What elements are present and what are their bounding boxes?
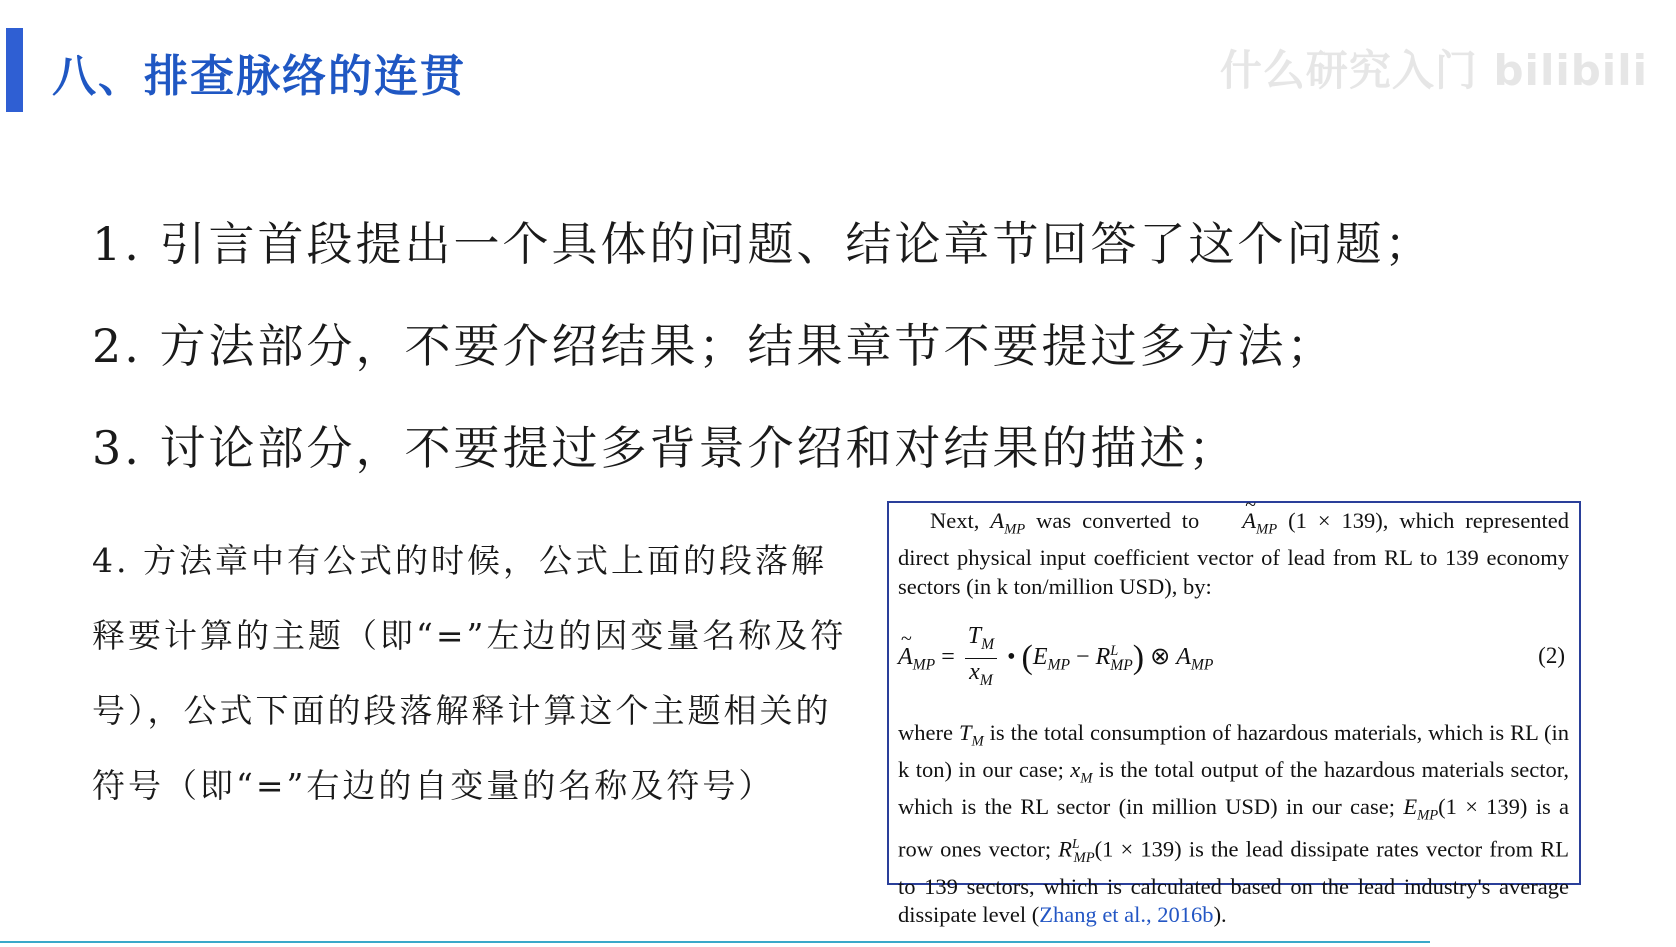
paper-excerpt-box	[887, 501, 1581, 927]
excerpt-text: (1 × 139), which represented direct physical input coefficient vector of lead from RL to 139 economy sectors (in k ton/million USD), by:	[898, 508, 1569, 599]
excerpt-text: Next,	[930, 508, 991, 533]
point-2: 2. 方法部分，不要介绍结果；结果章节不要提过多方法；	[92, 319, 1336, 373]
point-3: 3. 讨论部分，不要提过多背景介绍和对结果的描述；	[92, 421, 1238, 475]
equation-number: (2)	[1538, 643, 1565, 668]
excerpt-paragraph-1: Next, $A_{MP}$ was converted to ~ $A_{MP}$ (1 × 139), which represented direct physical input coefficient vector of lead from RL to 139 economy sectors (in k ton/million USD), by:	[898, 507, 1569, 601]
point-1: 1. 引言首段提出一个具体的问题、结论章节回答了这个问题；	[92, 217, 1434, 271]
watermark-logo: 什么研究入门 bilibili	[1219, 46, 1648, 95]
equation-body: ~ $A_{MP}$ = $\frac{T_M}{x_M}$ • $(E_{MP} - R^L_{MP})$ ⊗ $A_{MP}$	[898, 623, 1213, 694]
excerpt-paragraph-2: where $T_M$ is the total consumption of hazardous materials, which is RL (in k ton) in our case; $x_M$ is the total output of the hazardous materials sector, which is the RL sector (in million USD) in our case; $E_{MP}(1 \times 139)$ is a row ones vector; $R^L_{MP}(1 \times 139)$ is the lead dissipate rates vector from RL to 139 sectors, which is calculated based on the lead industry's average dissipate level (Zhang et al., 2016b).	[898, 720, 1570, 927]
excerpt-text: (1 × 139) is the lead dissipate rates vector from RL to 139 sectors, which is calculated based on the lead industry's average dissipate level (	[898, 836, 1570, 927]
slide-title: 八、排查脉络的连贯	[52, 51, 466, 102]
title-accent-bar	[6, 28, 23, 112]
citation-link[interactable]: Zhang et al., 2016b	[1039, 902, 1214, 927]
point-4: 4. 方法章中有公式的时候，公式上面的段落解释要计算的主题（即“=”左边的因变量名称及符号），公式下面的段落解释计算这个主题相关的符号（即“=”右边的自变量的名称及符号）	[92, 541, 847, 805]
fraction: $\frac{T_M}{x_M}$	[965, 623, 997, 694]
bottom-divider	[0, 941, 1430, 943]
equation-2	[898, 615, 1569, 707]
excerpt-text: (1 × 139) is a row ones vector;	[898, 794, 1569, 862]
excerpt-text: is the total consumption of hazardous materials, which is RL (in k ton) in our case;	[898, 720, 1569, 782]
excerpt-text: is the total output of the hazardous materials sector, which is the RL sector (in million USD) in our case;	[898, 757, 1569, 819]
excerpt-text: where	[898, 720, 959, 745]
excerpt-text: was converted to	[1025, 508, 1211, 533]
excerpt-text: ).	[1213, 902, 1227, 927]
